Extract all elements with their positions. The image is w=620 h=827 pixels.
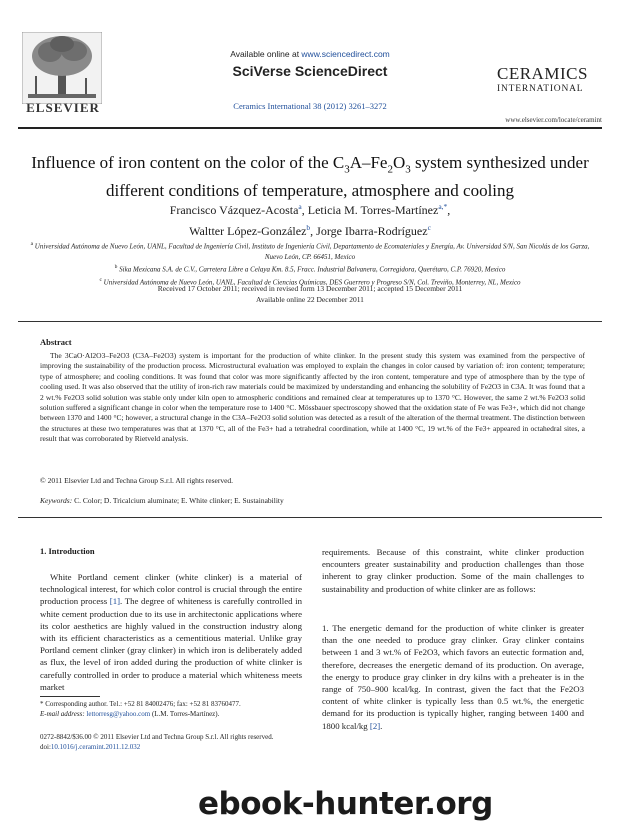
section-heading-introduction: 1. Introduction xyxy=(40,546,95,556)
author-name[interactable]: Leticia M. Torres-Martínez xyxy=(307,203,439,217)
email-label: E-mail address: xyxy=(40,710,87,718)
doi-label: doi: xyxy=(40,743,51,751)
intro-column-left: White Portland cement clinker (white clinker) is a material of technological interest, for which color control is crucial through the entire production process [1]. The degree of whiteness is carefully controlled in white cement production due to its use in architectonic applications where its color aesthetics are highly valued in the construction industry along with its efficient characteristics as a cementitious material. Unlike gray Portland cement clinker (gray clinker) in which iron is deliberately added as flux, the level of iron added during the production of white clinker is carefully controlled in order to produce a material which whiteness meets market xyxy=(40,572,302,692)
author-name[interactable]: Jorge Ibarra-Rodríguez xyxy=(316,224,428,238)
publisher-name: ELSEVIER xyxy=(26,100,100,115)
footnote-contact: * Corresponding author. Tel.: +52 81 84002476; fax: +52 81 83760477. xyxy=(40,700,241,708)
citation-link[interactable]: [2] xyxy=(369,720,381,731)
author-mark[interactable]: c xyxy=(427,223,431,232)
author-list: Francisco Vázquez-Acosta$^a$, Leticia M. Torres-Martínez$^{a,*}$, Waltter López-González$^b$, Jorge Ibarra-Rodríguez$^c$ xyxy=(169,202,451,238)
keywords-list: C. Color; D. Tricalcium aluminate; E. White clinker; E. Sustainability xyxy=(74,496,284,505)
affiliation-list xyxy=(30,239,590,288)
author-mark[interactable]: b xyxy=(306,223,311,232)
abstract-copyright: © 2011 Elsevier Ltd and Techna Group S.r.l. All rights reserved. xyxy=(40,476,234,485)
article-dates xyxy=(30,283,590,305)
author-mark[interactable]: a,* xyxy=(438,202,448,211)
author-name[interactable]: Waltter López-González xyxy=(189,224,307,238)
available-online xyxy=(0,49,620,59)
author-name[interactable]: Francisco Vázquez-Acosta xyxy=(169,203,299,217)
available-prefix: Available online at xyxy=(230,49,302,59)
abstract-bottom-divider xyxy=(18,517,602,518)
article-title: Influence of iron content on the color of the $C_3A-Fe_2O_3$ system synthesized under different conditions of temperature, atmosphere and cooling xyxy=(31,153,589,201)
author-mark[interactable]: a xyxy=(298,202,302,211)
journal-citation-link[interactable]: Ceramics International 38 (2012) 3261–3272 xyxy=(233,101,387,111)
email-link[interactable]: lettorresg@yahoo.com xyxy=(86,710,151,718)
affiliation-item: $^a$ Universidad Autónoma de Nuevo León, UANL, Facultad de Ingeniería Civil, Instituto de Ingeniería Civil, Departamento de Ecomateriales y Energía, Av. Universidad S/N, San Nicolás de los Garza, Nuevo León, CP. 66451, Mexico xyxy=(30,241,590,261)
corresponding-author-footnote: * Corresponding author. Tel.: +52 81 84002476; fax: +52 81 83760477. E-mail address: lettorresg@yahoo.com (L.M. Torres-Martínez). xyxy=(40,699,310,719)
keywords xyxy=(40,496,284,505)
abstract-top-divider xyxy=(18,321,602,322)
abstract-text: The 3CaO·Al2O3–Fe2O3 (C3A–Fe2O3) system is important for the production of white clinker. In the present study this system was examined from the perspective of improving the sustainability of the production process. Microstructural evaluation was employed to explain the changes in color caused by variation of: iron content; temperature; type of atmosphere; and cooling conditions. It was found that color was more significantly affected by the iron content, temperature and type of atmosphere than by the type of cooling used. It was also observed that the utility of iron-rich raw materials could be maximized by understanding and enhancing the solubility of Fe2O3 in C3A. It was found that a 2 wt.% Fe2O3 solid solution was stable only under kiln open to atmospheric conditions and remained clear at temperatures up to 1370 °C. However, the same 2 wt.% Fe2O3 solid solution suffered a significant change in color when the temperature rose to 1400 °C. Mössbauer spectroscopy showed that the oxidation state of Fe was Fe3+, which did not change between 1370 and 1400 °C; however, a structural change in the C3A–Fe2O3 solid solution was detected as a result of the alteration of the thermal treatment. The distinction between the structures at these two temperatures was that at 1370 °C, all of the Fe3+ had a tetrahedral coordination, while at 1400 °C, 19 wt.% of the Fe3+ appeared in octahedral sites, a result that was corroborated by Rietveld analysis. xyxy=(40,351,585,444)
affiliation-item: $^c$ Universidad Autónoma de Nuevo León, UANL, Facultad de Ciencias Químicas, DES Guerrero y Progreso S/N, Col. Treviño, Monterrey, NL, Mexico xyxy=(99,277,521,287)
issn-doi-block xyxy=(40,732,340,752)
platform-name: SciVerse ScienceDirect xyxy=(232,63,388,79)
watermark-text: ebook-hunter.org xyxy=(198,786,493,822)
affiliation-item: $^b$ Sika Mexicana S.A. de C.V., Carretera Libre a Celaya Km. 8.5, Fracc. Industrial Balvanera, Corregidora, Querétaro, C.P. 76920, Mexico xyxy=(114,264,506,274)
challenge-list-item: 1. The energetic demand for the production of white clinker is greater than the one needed to produce gray clinker. Gray clinker contains between 1 and 3 wt.% of Fe2O3, which favors an eutectic formation and, therefore, decreases the energetic demand of its production. On average, the energy to produce gray clinker in dry kilns with a preheater is in the range of 750–900 kcal/kg. In contrast, given the fact that the Fe2O3 content of white clinker is typically less than 0.5 wt.%, the energetic demand for its production is typically higher, ranging between 1400 and 1800 kcal/kg [2]. xyxy=(322,623,584,731)
available-date: Available online 22 December 2011 xyxy=(256,295,364,304)
abstract-heading: Abstract xyxy=(40,337,72,347)
doi-link[interactable]: 10.1016/j.ceramint.2011.12.032 xyxy=(50,743,141,751)
journal-name-line1: CERAMICS xyxy=(497,64,588,83)
sciencedirect-link[interactable]: www.sciencedirect.com xyxy=(301,49,390,59)
issn-line: 0272-8842/$36.00 © 2011 Elsevier Ltd and Techna Group S.r.l. All rights reserved. xyxy=(40,733,274,741)
journal-name-line2: INTERNATIONAL xyxy=(497,84,584,94)
journal-homepage-link[interactable]: www.elsevier.com/locate/ceramint xyxy=(505,116,602,124)
intro-column-right: requirements. Because of this constraint, white clinker production encounters greater sustainability and production challenges than those inherent to gray clinker production. Some of the main challenges to sustainability and production of white clinker are as follows: xyxy=(322,547,584,594)
received-dates: Received 17 October 2011; received in revised form 13 December 2011; accepted 15 December 2011 xyxy=(157,284,463,293)
keywords-label: Keywords: xyxy=(40,496,73,505)
citation-link[interactable]: [1] xyxy=(109,596,121,607)
footnote-divider xyxy=(40,696,100,697)
header-divider xyxy=(18,127,602,129)
